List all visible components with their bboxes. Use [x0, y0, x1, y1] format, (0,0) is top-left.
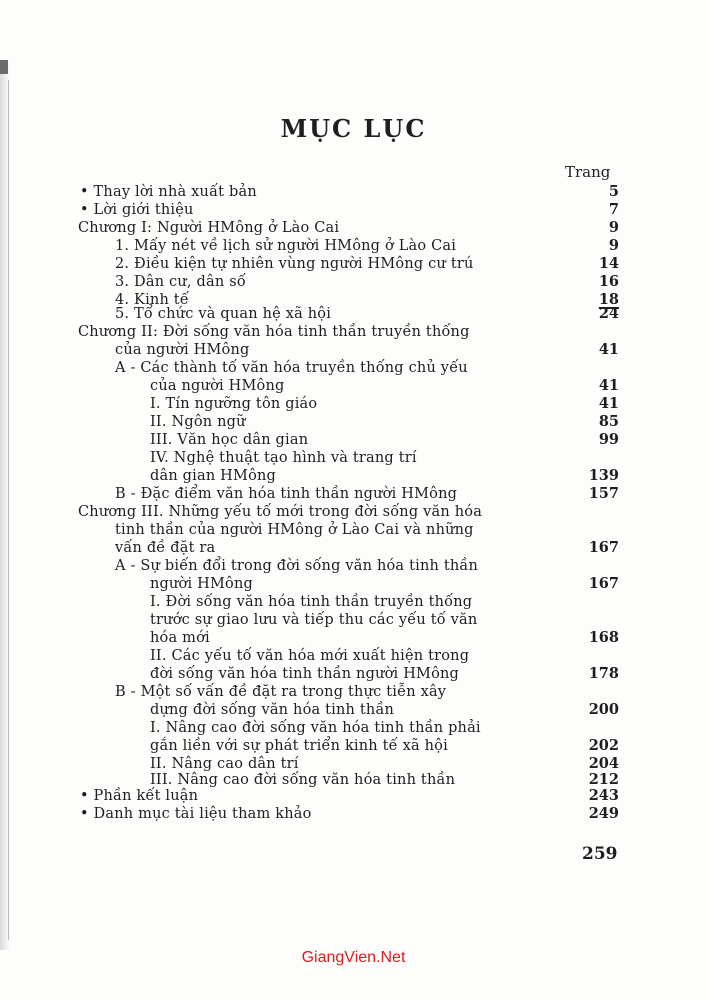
toc-entry-text: 3. Dân cư, dân số	[115, 274, 246, 290]
toc-entry-text: dựng đời sống văn hóa tinh thần	[150, 702, 395, 718]
toc-entry-text: III. Nâng cao đời sống văn hóa tinh thần	[150, 772, 456, 788]
toc-entry-page: 41	[598, 341, 619, 358]
toc-entry-page: 168	[588, 629, 619, 646]
toc-entry-text: 4. Kinh tế	[115, 292, 189, 308]
page-number: 259	[582, 844, 618, 864]
toc-entry-page: 85	[598, 413, 619, 430]
toc-entry-text: III. Văn học dân gian	[150, 432, 309, 448]
toc-entry-page: 7	[608, 201, 619, 218]
toc-entry-text: • Phần kết luận	[80, 788, 199, 804]
toc-entry-page: 5	[608, 183, 619, 200]
toc-entry-page: 204	[588, 755, 619, 772]
toc-entry-text: gắn liền với sự phát triển kinh tế xã hội	[150, 738, 448, 754]
toc-entry-text: Chương II: Đời sống văn hóa tinh thần truyền thống	[78, 324, 470, 340]
toc-entry-page: 41	[598, 395, 619, 412]
toc-entry-text: hóa mới	[150, 630, 210, 646]
toc-entry-page: 9	[608, 219, 619, 236]
toc-entry-page: 18	[598, 291, 619, 308]
toc-entry-page: 212	[588, 771, 619, 788]
toc-entry-text: A - Các thành tố văn hóa truyền thống chủ yếu	[115, 360, 468, 376]
toc-entry-text: trước sự giao lưu và tiếp thu các yếu tố văn	[150, 612, 478, 628]
toc-entry-text: A - Sự biến đổi trong đời sống văn hóa tinh thần	[115, 558, 479, 574]
toc-entry-page: 41	[598, 377, 619, 394]
toc-entry-text: II. Ngôn ngữ	[150, 414, 246, 430]
toc-entry-text: 5. Tổ chức và quan hệ xã hội	[115, 306, 332, 322]
toc-entry-text: Chương III. Những yếu tố mới trong đời sống văn hóa	[78, 504, 483, 520]
watermark-link[interactable]: GiangVien.Net	[301, 949, 406, 966]
toc-entry-text: vấn đề đặt ra	[115, 540, 216, 556]
toc-entry-page: 200	[588, 701, 619, 718]
toc-entry-page: 167	[588, 539, 619, 556]
toc-entry-text: IV. Nghệ thuật tạo hình và trang trí	[150, 450, 417, 466]
page-column-header: Trang	[565, 163, 611, 181]
toc-entry-page: 9	[608, 237, 619, 254]
toc-entry-page: 178	[588, 665, 619, 682]
toc-entry-page: 157	[588, 485, 619, 502]
toc-entry-text: 2. Điều kiện tự nhiên vùng người HMông cư trú	[115, 256, 474, 272]
toc-entry-text: I. Tín ngưỡng tôn giáo	[150, 396, 318, 412]
toc-entry-text: • Thay lời nhà xuất bản	[80, 184, 257, 200]
toc-entry-text: Chương I: Người HMông ở Lào Cai	[78, 220, 340, 236]
toc-entry-page: 14	[598, 255, 619, 272]
toc-entry-page: 249	[588, 805, 619, 822]
toc-entry-text: của người HMông	[150, 378, 285, 394]
toc-entry-text: B - Đặc điểm văn hóa tinh thần người HMông	[115, 486, 458, 502]
toc-entry-page: 16	[598, 273, 619, 290]
toc-entry-text: 1. Mấy nét về lịch sử người HMông ở Lào Cai	[115, 238, 457, 254]
toc-title: MỤC LỤC	[280, 114, 427, 143]
toc-entry-page: 139	[588, 467, 619, 484]
toc-entry-text: tinh thần của người HMông ở Lào Cai và những	[115, 522, 474, 538]
toc-entry-text: II. Các yếu tố văn hóa mới xuất hiện trong	[150, 648, 470, 664]
toc-entry-text: người HMông	[150, 576, 253, 592]
toc-entry-text: dân gian HMông	[150, 468, 277, 484]
toc-entry-text: I. Đời sống văn hóa tinh thần truyền thống	[150, 594, 473, 610]
toc-entry-page: 99	[598, 431, 619, 448]
toc-entry-text: của người HMông	[115, 342, 250, 358]
toc-entry-text: đời sống văn hóa tinh thần người HMông	[150, 666, 460, 682]
toc-entry-page: 24	[598, 305, 619, 322]
toc-entry-page: 202	[588, 737, 619, 754]
toc-entry-page: 167	[588, 575, 619, 592]
toc-entry-text: • Lời giới thiệu	[80, 202, 194, 218]
toc-entry-text: B - Một số vấn đề đặt ra trong thực tiễn xây	[115, 684, 447, 700]
toc-entry-text: I. Nâng cao đời sống văn hóa tinh thần phải	[150, 720, 481, 736]
toc-entry-page: 243	[588, 787, 619, 804]
toc-entry-text: • Danh mục tài liệu tham khảo	[80, 806, 312, 822]
toc-entry-text: II. Nâng cao dân trí	[150, 756, 299, 772]
